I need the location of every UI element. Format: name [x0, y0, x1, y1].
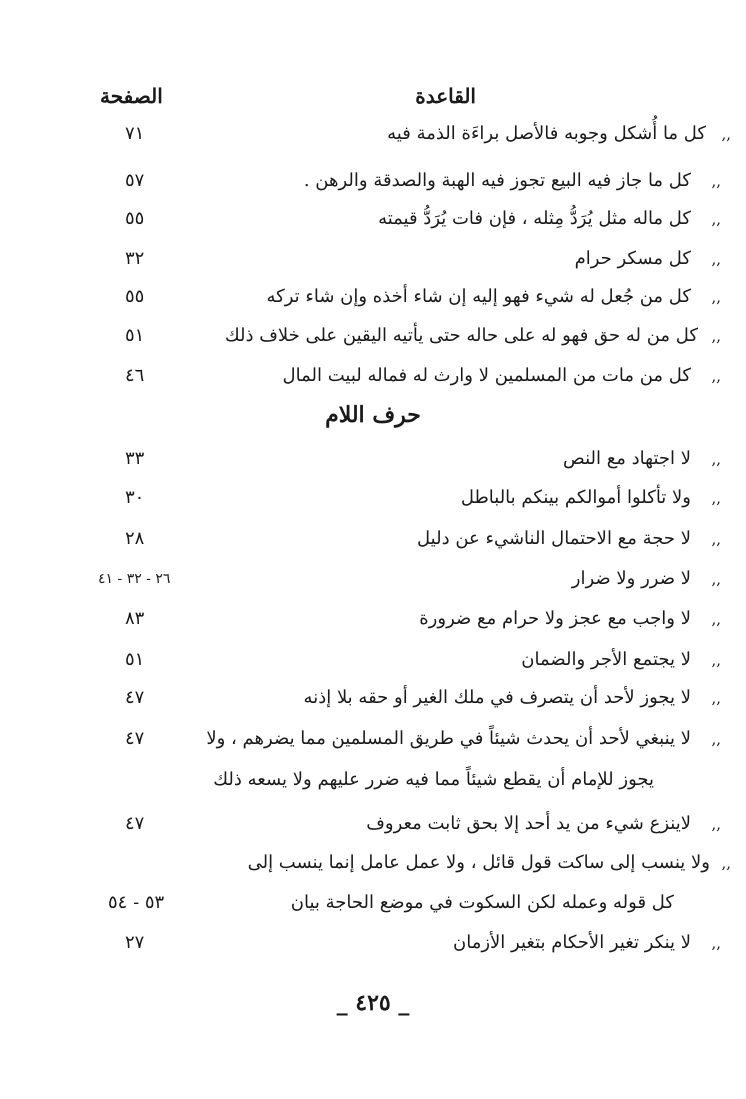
entry-mark: ,, [711, 250, 721, 268]
index-entry [0, 521, 746, 557]
entry-mark: ,, [711, 210, 721, 228]
entry-page: ٥١ [125, 325, 145, 346]
entry-text: لا حجة مع الاحتمال الناشيء عن دليل [417, 528, 691, 549]
entry-mark: ,, [711, 570, 721, 588]
index-entry [0, 806, 746, 842]
index-entry [0, 241, 746, 277]
entry-mark: ,, [711, 367, 721, 385]
entry-text: كل قوله وعمله لكن السكوت في موضع الحاجة بيان [290, 892, 674, 913]
index-entry [0, 480, 746, 516]
entry-page: ٢٨ [125, 528, 145, 549]
entry-page: ٧١ [125, 123, 145, 144]
entry-page: ٤٧ [125, 813, 145, 834]
entry-mark: ,, [711, 730, 721, 748]
page-column-header: الصفحة [100, 84, 163, 108]
entry-text: كل ماله مثل يُرَدُّ مِثله ، فإن فات يُرَدُّ قيمته [378, 208, 691, 229]
entry-text: لا يجوز لأحد أن يتصرف في ملك الغير أو حقه بلا إذنه [303, 687, 691, 708]
entry-mark: ,, [711, 815, 721, 833]
entry-text: كل ما جاز فيه البيع تجوز فيه الهبة والصدقة والرهن . [303, 170, 691, 191]
entry-mark: ,, [711, 489, 721, 507]
entry-text: كل ما أُشكل وجوبه فالأصل براءَة الذمة فيه [387, 123, 706, 144]
entry-mark: ,, [711, 288, 721, 306]
entry-page: ٢٧ [125, 932, 145, 953]
entry-page: ٤٧ [125, 687, 145, 708]
entry-text: ولا ينسب إلى ساكت قول قائل ، ولا عمل عامل إنما ينسب إلى [247, 852, 710, 873]
entry-page: ٥٧ [125, 170, 145, 191]
index-entry [0, 441, 746, 477]
entry-text: لا واجب مع عجز ولا حرام مع ضرورة [419, 608, 691, 629]
rule-column-header: القاعدة [415, 84, 476, 108]
entry-text: لا اجتهاد مع النص [563, 448, 691, 469]
entry-page: ٥١ [125, 649, 145, 670]
entry-page: ٣٣ [125, 448, 145, 469]
entry-mark: ,, [711, 610, 721, 628]
entry-page: ٢٦ - ٣٢ - ٤١ [98, 571, 171, 587]
index-entry [0, 680, 746, 716]
index-entry [0, 925, 746, 961]
entry-text: كل من مات من المسلمين لا وارث له فماله لبيت المال [282, 365, 691, 386]
entry-text: ولا تأكلوا أموالكم بينكم بالباطل [460, 487, 691, 508]
entry-mark: ,, [711, 172, 721, 190]
entry-page: ٥٥ [125, 208, 145, 229]
section-title: حرف اللام [325, 402, 421, 428]
entry-text: كل من له حق فهو له على حاله حتى يأتيه اليقين على خلاف ذلك [224, 325, 698, 346]
entry-page: ٨٣ [125, 608, 145, 629]
index-entry [0, 116, 746, 152]
entry-text: لا ينكر تغير الأحكام بتغير الأزمان [453, 932, 691, 953]
entry-text: كل مسكر حرام [574, 248, 691, 269]
index-entry [0, 601, 746, 637]
index-entry [0, 201, 746, 237]
entry-mark: ,, [711, 327, 721, 345]
index-entry [0, 721, 746, 757]
entry-text: كل من جُعل له شيء فهو إليه إن شاء أخذه وإن شاء تركه [266, 286, 691, 307]
entry-mark: ,, [711, 450, 721, 468]
entry-mark: ,, [711, 651, 721, 669]
page-number: _ ٤٢٥ _ [336, 990, 410, 1016]
index-entry [0, 561, 746, 597]
entry-page: ٤٧ [125, 728, 145, 749]
entry-mark: ,, [711, 934, 721, 952]
entry-page: ٣٠ [125, 487, 145, 508]
entry-page: ٥٥ [125, 286, 145, 307]
entry-page: ٤٦ [125, 365, 145, 386]
index-entry [0, 163, 746, 199]
entry-text: لا ضرر ولا ضرار [571, 568, 691, 589]
entry-mark: ,, [711, 689, 721, 707]
index-entry-continuation [0, 885, 746, 921]
entry-text: لاينزع شيء من يد أحد إلا بحق ثابت معروف [366, 813, 691, 834]
entry-mark: ,, [721, 125, 731, 143]
index-entry-continuation [0, 762, 746, 798]
entry-text: لا ينبغي لأحد أن يحدث شيئاً في طريق المسلمين مما يضرهم ، ولا [206, 728, 691, 749]
entry-page: ٣٢ [125, 248, 145, 269]
entry-mark: ,, [721, 854, 731, 872]
entry-mark: ,, [711, 530, 721, 548]
index-entry [0, 279, 746, 315]
entry-page: ٥٣ - ٥٤ [108, 892, 165, 913]
index-entry [0, 642, 746, 678]
index-entry [0, 318, 746, 354]
entry-text: لا يجتمع الأجر والضمان [521, 649, 691, 670]
index-entry [0, 358, 746, 394]
entry-text: يجوز للإمام أن يقطع شيئاً مما فيه ضرر عليهم ولا يسعه ذلك [213, 769, 654, 790]
index-entry [0, 845, 746, 881]
